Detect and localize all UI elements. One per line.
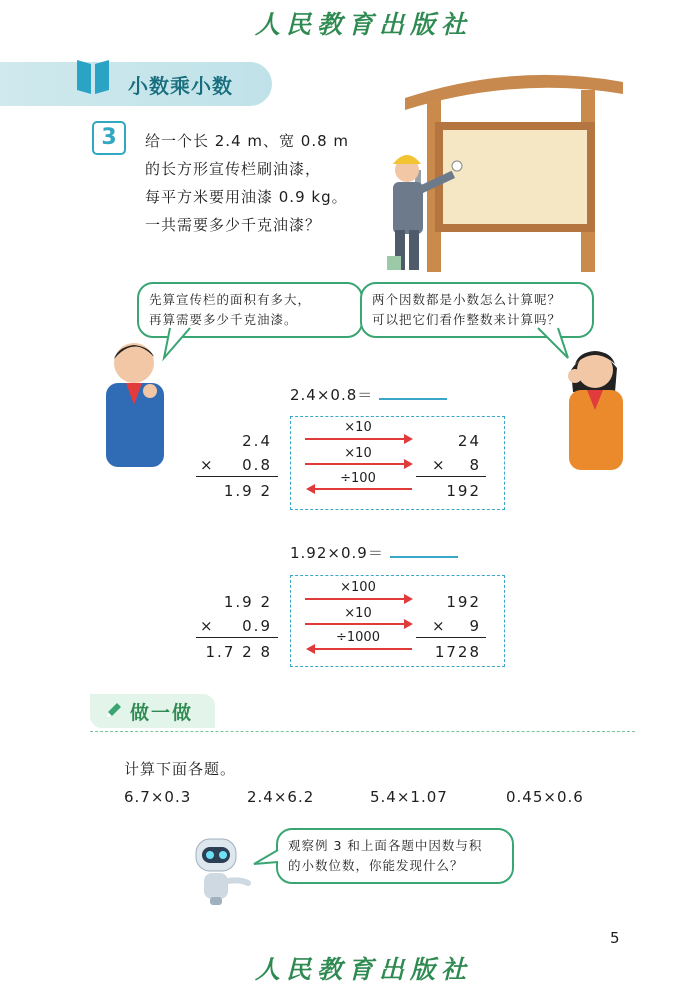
page-number: 5 xyxy=(610,929,620,947)
divider-line xyxy=(196,476,278,477)
right-arrow xyxy=(305,598,411,600)
arrow-label: ×10 xyxy=(344,446,372,461)
practice-problem: 2.4×6.2 xyxy=(247,788,315,806)
boy-illustration xyxy=(100,335,172,471)
answer-blank xyxy=(379,384,447,400)
bubble-line: 先算宣传栏的面积有多大， xyxy=(149,292,312,307)
vertical-multiplier: 0.9 xyxy=(242,617,272,635)
equation-text: 1.92×0.9＝ xyxy=(290,544,384,562)
practice-divider xyxy=(90,731,635,732)
bubble-line: 两个因数都是小数怎么计算呢？ xyxy=(372,292,562,307)
multiply-sign: × xyxy=(200,617,215,635)
multiply-sign: × xyxy=(432,617,447,635)
problem-line: 每平方米要用油漆 0.9 kg。 xyxy=(145,188,348,206)
example-number: 3 xyxy=(92,121,126,155)
publisher-header: 人民教育出版社 xyxy=(255,10,473,39)
multiply-sign: × xyxy=(432,456,447,474)
integer-product: 192 xyxy=(446,482,481,500)
practice-problem: 0.45×0.6 xyxy=(506,788,584,806)
vertical-multiplicand: 1.9 2 xyxy=(223,593,272,611)
problem-line: 的长方形宣传栏刷油漆， xyxy=(145,160,322,178)
right-arrow xyxy=(305,463,411,465)
equation-1 xyxy=(290,384,447,405)
vertical-multiplier: 0.8 xyxy=(242,456,272,474)
bubble-line: 观察例 3 和上面各题中因数与积 xyxy=(288,838,483,853)
multiply-sign: × xyxy=(200,456,215,474)
vertical-product: 1.7 2 8 xyxy=(205,643,272,661)
integer-multiplicand: 24 xyxy=(457,432,481,450)
section-title: 小数乘小数 xyxy=(128,74,233,98)
divider-line xyxy=(416,476,486,477)
arrow-label: ×10 xyxy=(344,420,372,435)
robot-speech-bubble xyxy=(276,828,514,884)
bubble-line: 的小数位数，你能发现什么？ xyxy=(288,858,464,873)
problem-line: 一共需要多少千克油漆？ xyxy=(145,216,322,234)
practice-instruction: 计算下面各题。 xyxy=(124,760,237,778)
practice-problem: 6.7×0.3 xyxy=(124,788,192,806)
left-arrow xyxy=(308,648,412,650)
arrow-label: ×100 xyxy=(340,580,376,595)
bubble-tail xyxy=(252,848,280,872)
integer-product: 1728 xyxy=(434,643,481,661)
robot-illustration xyxy=(190,835,252,911)
divider-line xyxy=(416,637,486,638)
practice-problem: 5.4×1.07 xyxy=(370,788,448,806)
arrow-label: ÷100 xyxy=(340,471,376,486)
arrow-label: ×10 xyxy=(344,606,372,621)
vertical-multiplicand: 2.4 xyxy=(242,432,272,450)
divider-line xyxy=(196,637,278,638)
bubble-line: 可以把它们看作整数来计算吗？ xyxy=(372,312,562,327)
equation-2 xyxy=(290,542,458,563)
integer-multiplicand: 192 xyxy=(446,593,481,611)
right-arrow xyxy=(305,438,411,440)
arrow-label: ÷1000 xyxy=(336,630,380,645)
equation-text: 2.4×0.8＝ xyxy=(290,386,374,404)
billboard-illustration xyxy=(385,70,630,279)
answer-blank xyxy=(390,542,458,558)
publisher-footer: 人民教育出版社 xyxy=(255,955,473,984)
integer-multiplier: 8 xyxy=(469,456,481,474)
problem-line: 给一个长 2.4 m、宽 0.8 m xyxy=(145,132,350,150)
practice-title: 做一做 xyxy=(130,702,194,724)
bubble-line: 再算需要多少千克油漆。 xyxy=(149,312,298,327)
left-arrow xyxy=(308,488,412,490)
vertical-product: 1.9 2 xyxy=(223,482,272,500)
book-icon xyxy=(74,56,112,100)
girl-illustration xyxy=(555,340,635,474)
right-arrow xyxy=(305,623,411,625)
integer-multiplier: 9 xyxy=(469,617,481,635)
pencil-icon xyxy=(102,700,124,726)
